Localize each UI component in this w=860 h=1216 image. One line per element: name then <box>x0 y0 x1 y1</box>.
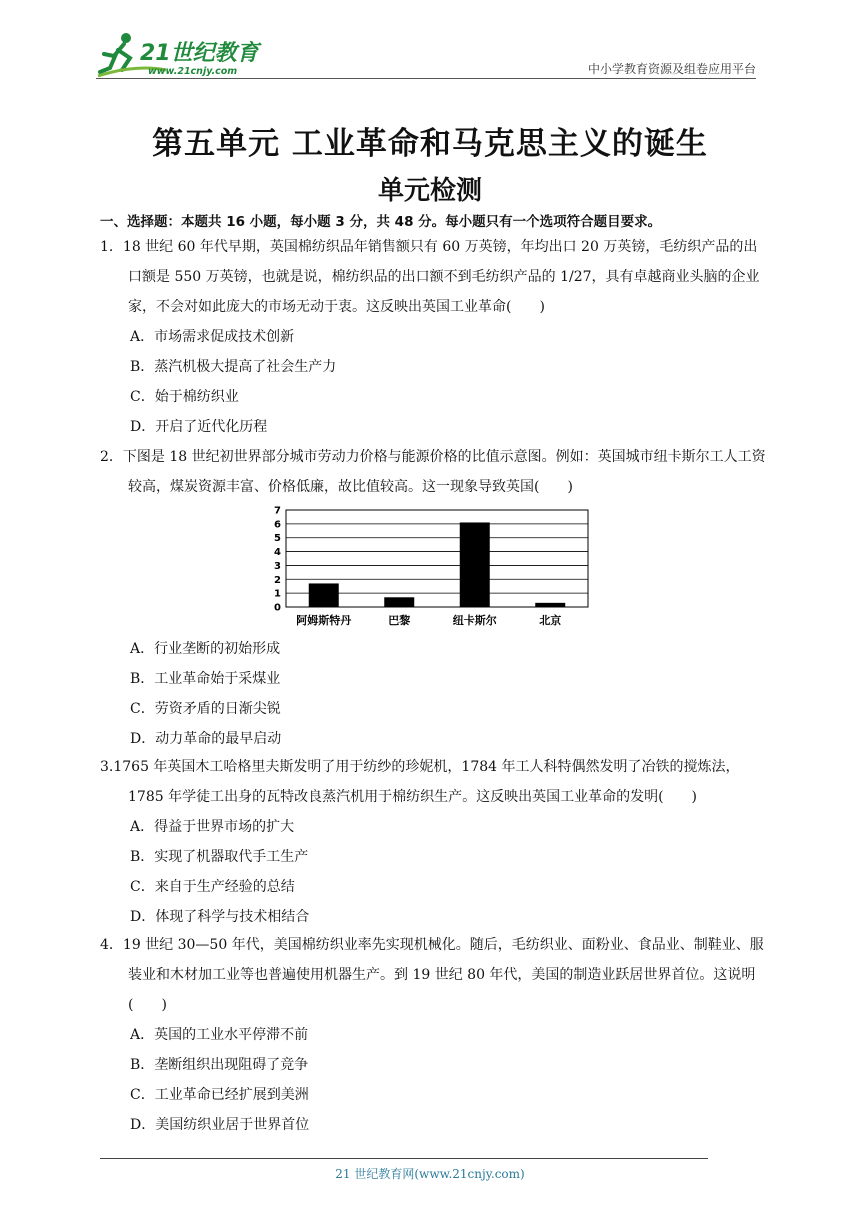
y-tick-label: 4 <box>274 547 281 559</box>
bar-chart <box>268 502 598 630</box>
y-tick-label: 0 <box>274 602 281 614</box>
question-1 <box>100 232 770 442</box>
page-footer: 21 世纪教育网(www.21cnjy.com) <box>335 1167 525 1181</box>
question-4 <box>100 930 770 1140</box>
logo <box>96 30 266 78</box>
option-d: D．美国纺织业居于世界首位 <box>130 1117 310 1133</box>
question-stem: 1．18 世纪 60 年代早期，英国棉纺织品年销售额只有 60 万英镑，年均出口 20 万英镑，毛纺织产品的出口额是 550 万英镑，也就是说，棉纺织品的出口额不到毛纺织产品的 1/27，具有卓越商业头脑的企业家，不会对如此庞大的市场无动于衷。这反映出英国工业革命( ) <box>100 239 760 315</box>
bar-chart-svg <box>268 502 598 630</box>
logo-text: 21世纪教育 <box>140 41 259 66</box>
page-header <box>96 30 756 78</box>
bar <box>384 597 414 607</box>
option-b: B．实现了机器取代手工生产 <box>130 849 309 865</box>
option-d: D．开启了近代化历程 <box>130 419 268 435</box>
option-c: C．来自于生产经验的总结 <box>130 879 295 895</box>
question-2 <box>100 442 770 502</box>
y-tick-label: 6 <box>274 519 281 531</box>
option-b: B．工业革命始于采煤业 <box>130 671 281 687</box>
x-tick-label: 阿姆斯特丹 <box>296 614 352 627</box>
question-stem: 4．19 世纪 30—50 年代，美国棉纺织业率先实现机械化。随后，毛纺织业、面粉业、食品业、制鞋业、服装业和木材加工业等也普遍使用机器生产。到 19 世纪 80 年代，美国的制造业跃居世界首位。这说明( ) <box>100 937 764 1013</box>
question-3 <box>100 752 770 932</box>
section-heading: 一、选择题：本题共 16 小题，每小题 3 分，共 48 分。每小题只有一个选项符合题目要求。 <box>100 214 662 230</box>
footer-divider <box>100 1158 708 1159</box>
x-tick-label: 巴黎 <box>388 614 411 627</box>
page-title: 第五单元 工业革命和马克思主义的诞生 <box>152 126 708 162</box>
option-a: A．市场需求促成技术创新 <box>130 329 295 345</box>
option-d: D．动力革命的最早启动 <box>130 731 282 747</box>
question-stem: 2．下图是 18 世纪初世界部分城市劳动力价格与能源价格的比值示意图。例如：英国城市纽卡斯尔工人工资较高，煤炭资源丰富、价格低廉，故比值较高。这一现象导致英国( ) <box>100 449 766 495</box>
option-d: D．体现了科学与技术相结合 <box>130 909 310 925</box>
y-tick-label: 7 <box>274 505 281 517</box>
question-2-options <box>100 634 770 754</box>
y-tick-label: 1 <box>274 588 281 600</box>
logo-url: www.21cnjy.com <box>148 66 238 77</box>
x-tick-label: 北京 <box>539 614 562 627</box>
option-a: A．行业垄断的初始形成 <box>130 641 281 657</box>
x-tick-label: 纽卡斯尔 <box>452 614 497 627</box>
option-c: C．始于棉纺织业 <box>130 389 239 405</box>
option-a: A．英国的工业水平停滞不前 <box>130 1027 309 1043</box>
bar <box>460 522 490 607</box>
page-subtitle: 单元检测 <box>377 176 482 206</box>
question-stem: 3.1765 年英国木工哈格里夫斯发明了用于纺纱的珍妮机，1784 年工人科特偶然发明了冶铁的搅炼法，1785 年学徒工出身的瓦特改良蒸汽机用于棉纺织生产。这反映出英国工业革命的发明( ) <box>100 759 740 805</box>
option-a: A．得益于世界市场的扩大 <box>130 819 295 835</box>
header-platform: 中小学教育资源及组卷应用平台 <box>587 62 756 76</box>
y-tick-label: 5 <box>274 533 281 545</box>
bar <box>309 583 339 607</box>
bar <box>535 603 565 607</box>
option-b: B．蒸汽机极大提高了社会生产力 <box>130 359 337 375</box>
y-tick-label: 3 <box>274 560 281 572</box>
option-c: C．工业革命已经扩展到美洲 <box>130 1087 309 1103</box>
option-c: C．劳资矛盾的日渐尖锐 <box>130 701 281 717</box>
header-divider <box>96 78 756 79</box>
option-b: B．垄断组织出现阻碍了竞争 <box>130 1057 309 1073</box>
y-tick-label: 2 <box>274 574 281 586</box>
